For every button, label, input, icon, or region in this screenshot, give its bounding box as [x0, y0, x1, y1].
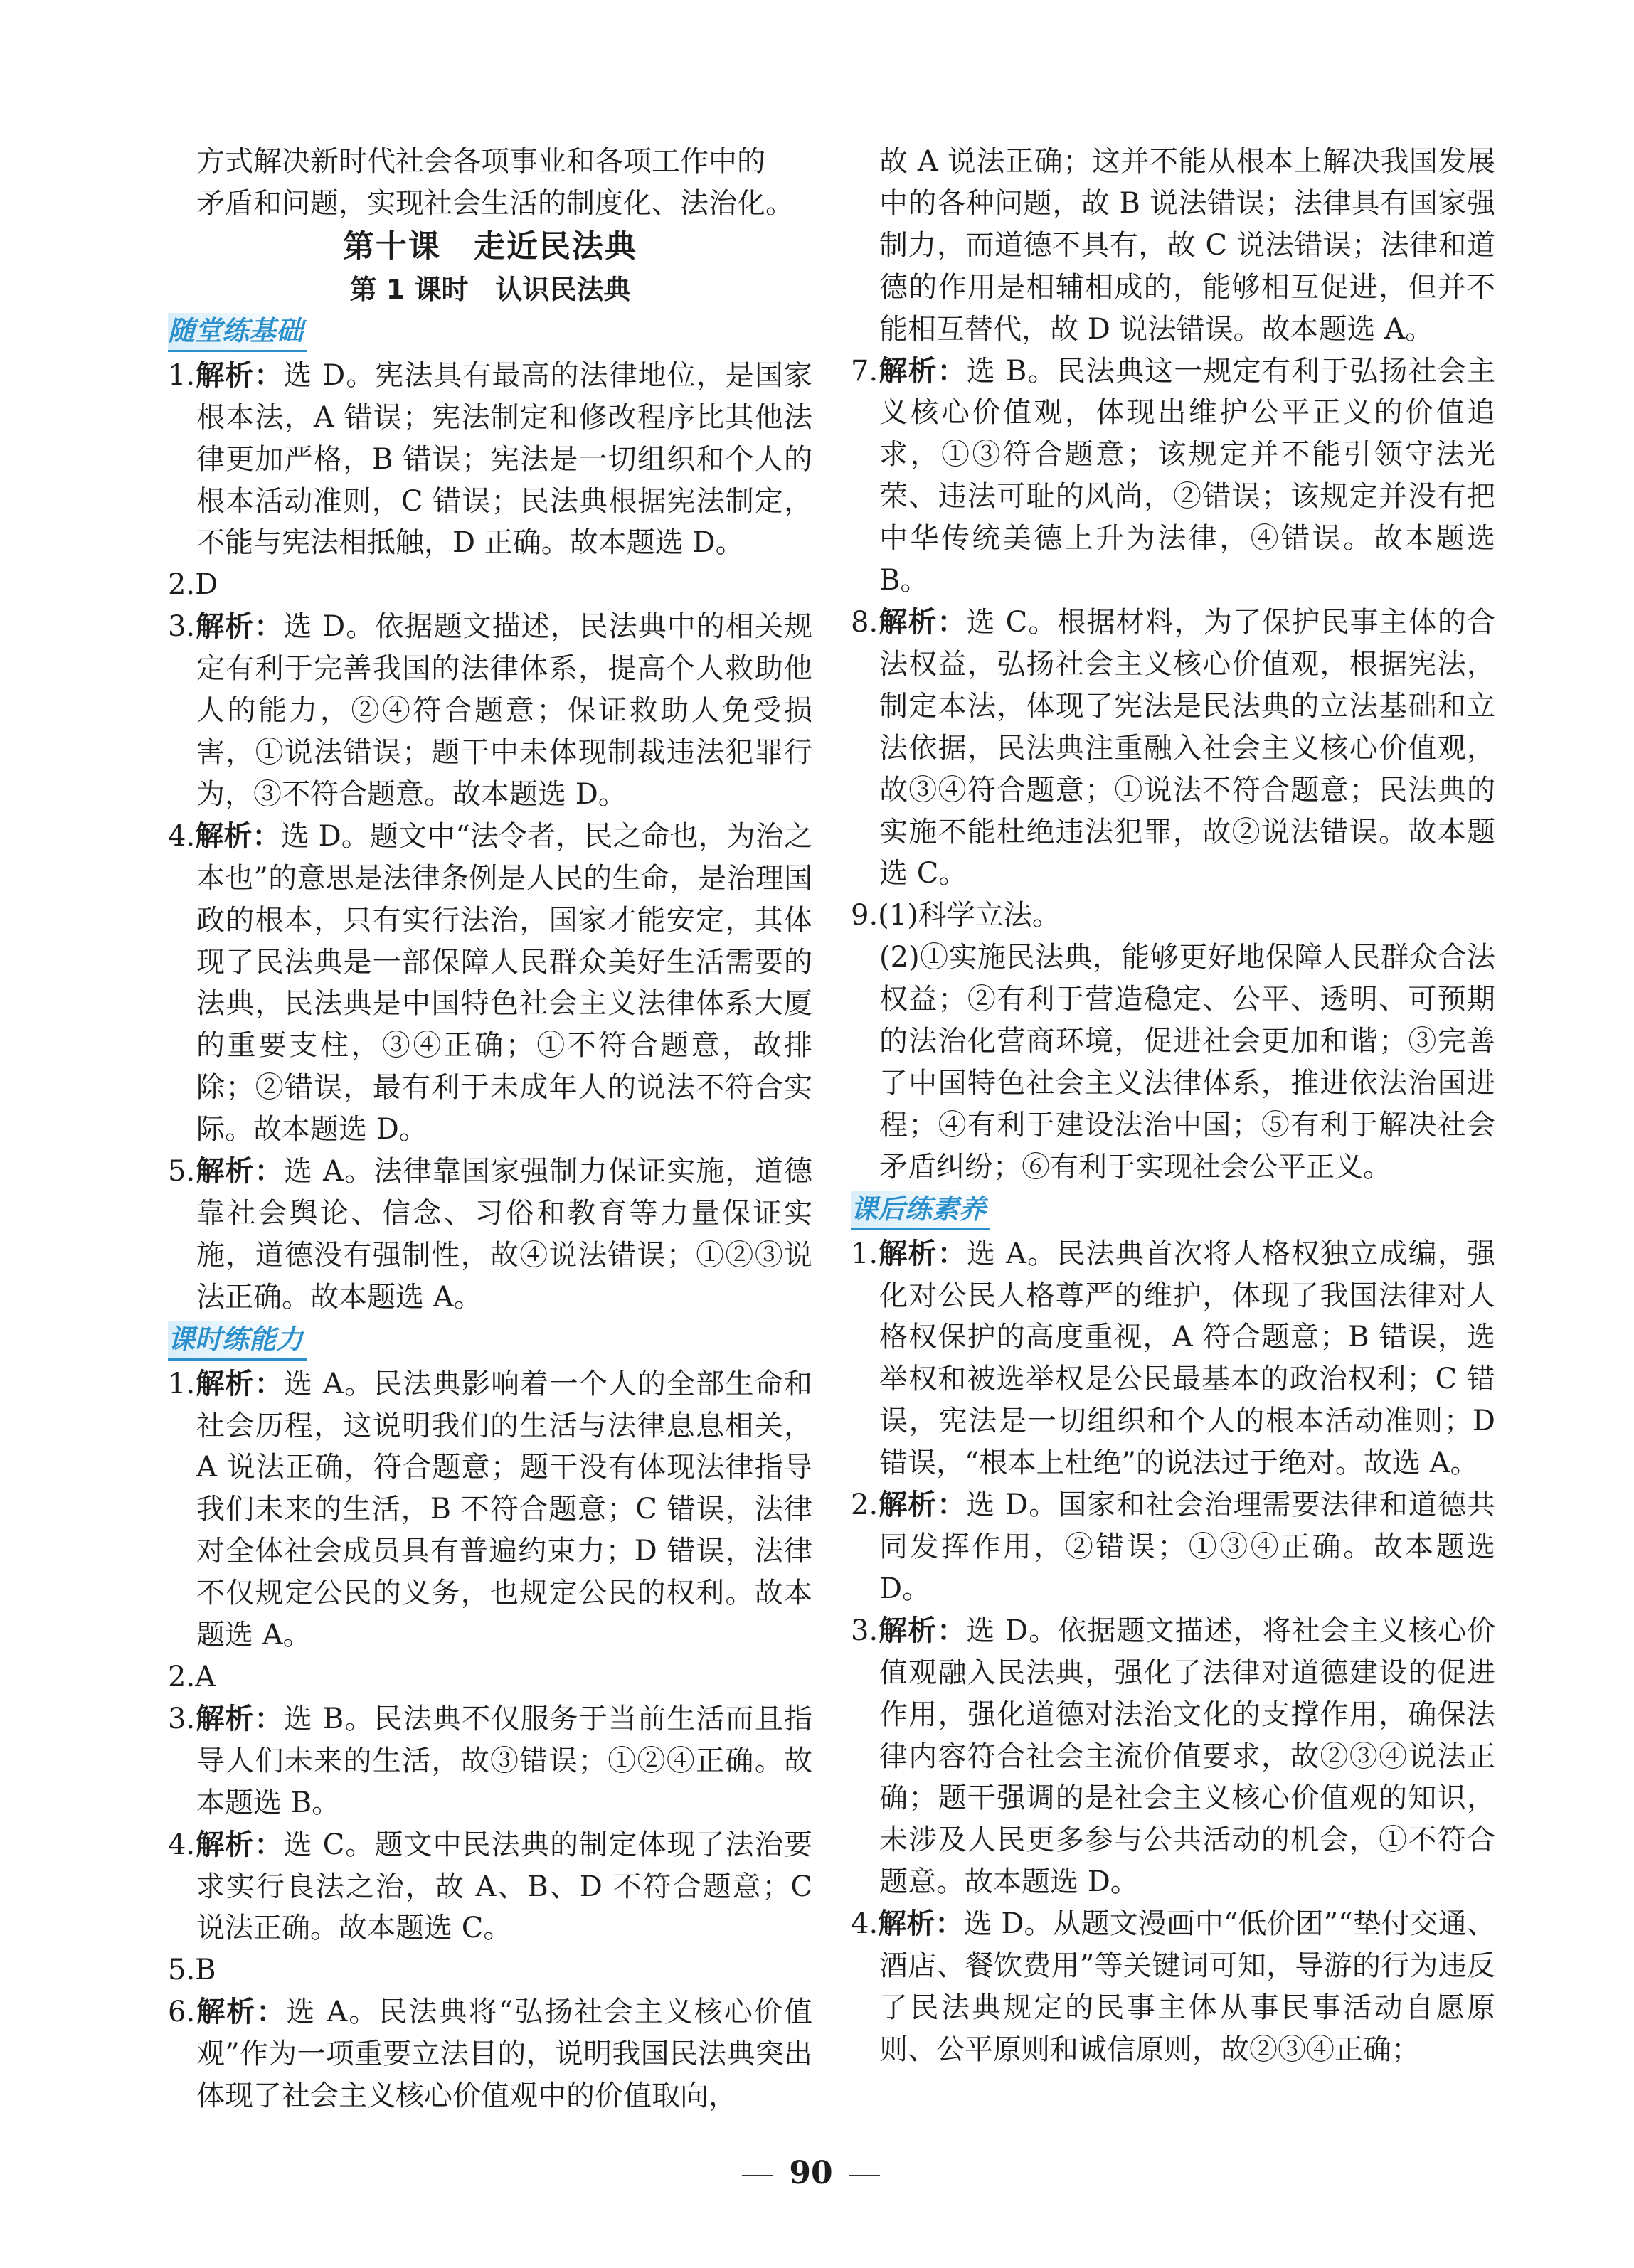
lesson-subtitle: 第 1 课时 认识民法典	[349, 273, 631, 305]
answer-item: 1.解析：选 D。宪法具有最高的法律地位，是国家根本法，A 错误；宪法制定和修改程序比其他法律更加严格，B 错误；宪法是一切组织和个人的根本活动准则，C 错误；民法典根据宪法制定，不能与宪法相抵触，D 正确。故本题选 D。	[168, 358, 812, 560]
answer-item: 4.解析：选 C。题文中民法典的制定体现了法治要求实行良法之治，故 A、B、D 不符合题意；C 说法正确。故本题选 C。	[168, 1828, 813, 1945]
page-number: 90	[726, 2155, 896, 2191]
lesson-title: 第十课 走近民法典	[343, 228, 637, 265]
section-title-after-class: 课后练素养	[851, 1191, 990, 1230]
answer-item: 8.解析：选 C。根据材料，为了保护民事主体的合法权益，弘扬社会主义核心价值观，根据宪法，制定本法，体现了宪法是民法典的立法基础和立法依据，民法典注重融入社会主义核心价值观，故③④符合题意；①说法不符合题意；民法典的实施不能杜绝违法犯罪，故②说法错误。故本题选 C。	[851, 605, 1496, 890]
answer-item: 3.解析：选 D。依据题文描述，民法典中的相关规定有利于完善我国的法律体系，提高个人救助他人的能力，②④符合题意；保证救助人免受损害，①说法错误；题干中未体现制裁违法犯罪行为，③不符合题意。故本题选 D。	[168, 610, 812, 811]
answer-item: 3.解析：选 B。民法典不仅服务于当前生活而且指导人们未来的生活，故③错误；①②④正确。故本题选 B。	[168, 1702, 813, 1819]
answer-item-continuation: 故 A 说法正确；这并不能从根本上解决我国发展中的各种问题，故 B 说法错误；法律具有国家强制力，而道德不具有，故 C 说法错误；法律和道德的作用是相辅相成的，能够相互促进，但并不能相互替代，故 D 说法错误。故本题选 A。	[879, 145, 1495, 346]
intro-line-2: 矛盾和问题，实现社会生活的制度化、法治化。	[196, 186, 794, 220]
answer-item: 9.(1)科学立法。	[851, 899, 1061, 932]
answer-item: 1.解析：选 A。民法典首次将人格权独立成编，强化对公民人格尊严的维护，体现了我国法律对人格权保护的高度重视，A 符合题意；B 错误，选举权和被选举权是公民最基本的政治权利；C 错误，宪法是一切组织和个人的根本活动准则；D 错误，“根本上杜绝”的说法过于绝对。故选 A。	[851, 1237, 1496, 1480]
answer-item: 6.解析：选 A。民法典将“弘扬社会主义核心价值观”作为一项重要立法目的，说明我国民法典突出体现了社会主义核心价值观中的价值取向，	[168, 1996, 812, 2113]
answer-item: 2.A	[168, 1661, 216, 1693]
section-title-practice-basics: 随堂练基础	[168, 313, 307, 352]
answer-item: 1.解析：选 A。民法典影响着一个人的全部生命和社会历程，这说明我们的生活与法律息息相关，A 说法正确，符合题意；题干没有体现法律指导我们未来的生活，B 不符合题意；C 错误，法律对全体社会成员具有普遍约束力；D 错误，法律不仅规定公民的义务，也规定公民的权利。故本题选 A。	[168, 1367, 813, 1652]
answer-item-part: (2)①实施民法典，能够更好地保障人民群众合法权益；②有利于营造稳定、公平、透明、可预期的法治化营商环境，促进社会更加和谐；③完善了中国特色社会主义法律体系，推进依法治国进程；④有利于建设法治中国；⑤有利于解决社会矛盾纠纷；⑥有利于实现社会公平正义。	[879, 941, 1495, 1183]
answer-item: 4.解析：选 D。从题文漫画中“低价团”“垫付交通、酒店、餐饮费用”等关键词可知，导游的行为违反了民法典规定的民事主体从事民事活动自愿原则、公平原则和诚信原则，故②③④正确；	[851, 1907, 1495, 2066]
left-column	[168, 141, 812, 2117]
answer-item: 5.B	[168, 1954, 216, 1987]
answer-item: 4.解析：选 D。题文中“法令者，民之命也，为治之本也”的意思是法律条例是人民的生命，是治理国政的根本，只有实行法治，国家才能安定，其体现了民法典是一部保障人民群众美好生活需要的法典，民法典是中国特色社会主义法律体系大厦的重要支柱，③④正确；①不符合题意，故排除；②错误，最有利于未成年人的说法不符合实际。故本题选 D。	[168, 819, 813, 1146]
answer-item: 3.解析：选 D。依据题文描述，将社会主义核心价值观融入民法典，强化了法律对道德建设的促进作用，强化道德对法治文化的支撑作用，确保法律内容符合社会主流价值要求，故②③④说法正确；题干强调的是社会主义核心价值观的知识，未涉及人民更多参与公共活动的机会，①不符合题意。故本题选 D。	[851, 1614, 1495, 1899]
answer-item: 2.D	[168, 568, 218, 602]
answer-item: 2.解析：选 D。国家和社会治理需要法律和道德共同发挥作用，②错误；①③④正确。故本题选 D。	[851, 1489, 1495, 1605]
answer-item: 5.解析：选 A。法律靠国家强制力保证实施，道德靠社会舆论、信念、习俗和教育等力量保证实施，道德没有强制性，故④说法错误；①②③说法正确。故本题选 A。	[168, 1155, 813, 1314]
right-column	[851, 141, 1495, 2071]
answer-item: 7.解析：选 B。民法典这一规定有利于弘扬社会主义核心价值观，体现出维护公平正义的价值追求，①③符合题意；该规定并不能引领守法光荣、违法可耻的风尚，②错误；该规定并没有把中华传统美德上升为法律，④错误。故本题选 B。	[851, 354, 1496, 597]
section-title-lesson-ability: 课时练能力	[168, 1321, 307, 1361]
intro-line-1: 方式解决新时代社会各项事业和各项工作中的	[196, 145, 765, 178]
